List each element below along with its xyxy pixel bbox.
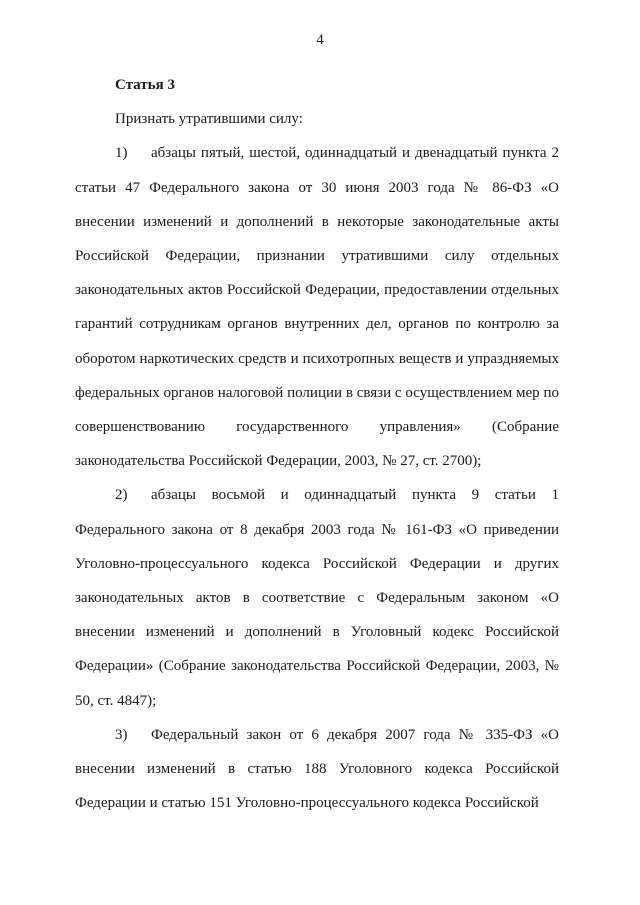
document-body — [75, 68, 559, 820]
page-number: 4 — [316, 32, 324, 48]
list-item — [75, 718, 559, 821]
item-number: 3) — [115, 726, 128, 743]
article-title: Статья 3 — [115, 77, 175, 93]
item-number: 1) — [115, 145, 128, 162]
item-number: 2) — [115, 487, 128, 504]
item-text: абзацы пятый, шестой, одиннадцатый и двенадцатый пункта 2 статьи 47 Федерального закона от 30 июня 2003 года № 86-ФЗ «О внесении изменений и дополнений в некоторые законодательные акты Российской Федерации, признании утратившими силу отдельных законодательных актов Российской Федерации, предоставлении отдельных гарантий сотрудникам органов внутренних дел, органов по контролю за оборотом наркотических средств и психотропных веществ и упраздняемых федеральных органов налоговой полиции в связи с осуществлением мер по совершенствованию государственного управления» (Собрание законодательства Российской Федерации, 2003, № 27, ст. 2700); — [75, 145, 559, 470]
list-item — [75, 136, 559, 478]
item-text: абзацы восьмой и одиннадцатый пункта 9 статьи 1 Федерального закона от 8 декабря 2003 года № 161-ФЗ «О приведении Уголовно-процессуального кодекса Российской Федерации и других законодательных актов в соответствие с Федеральным законом «О внесении изменений и дополнений в Уголовный кодекс Российской Федерации» (Собрание законодательства Российской Федерации, 2003, № 50, ст. 4847); — [75, 487, 559, 709]
intro-paragraph: Признать утратившими силу: — [115, 111, 303, 128]
item-text: Федеральный закон от 6 декабря 2007 года № 335-ФЗ «О внесении изменений в статью 188 Уголовного кодекса Российской Федерации и статью 151 Уголовно-процессуального кодекса Российской — [75, 726, 559, 812]
list-item — [75, 478, 559, 717]
